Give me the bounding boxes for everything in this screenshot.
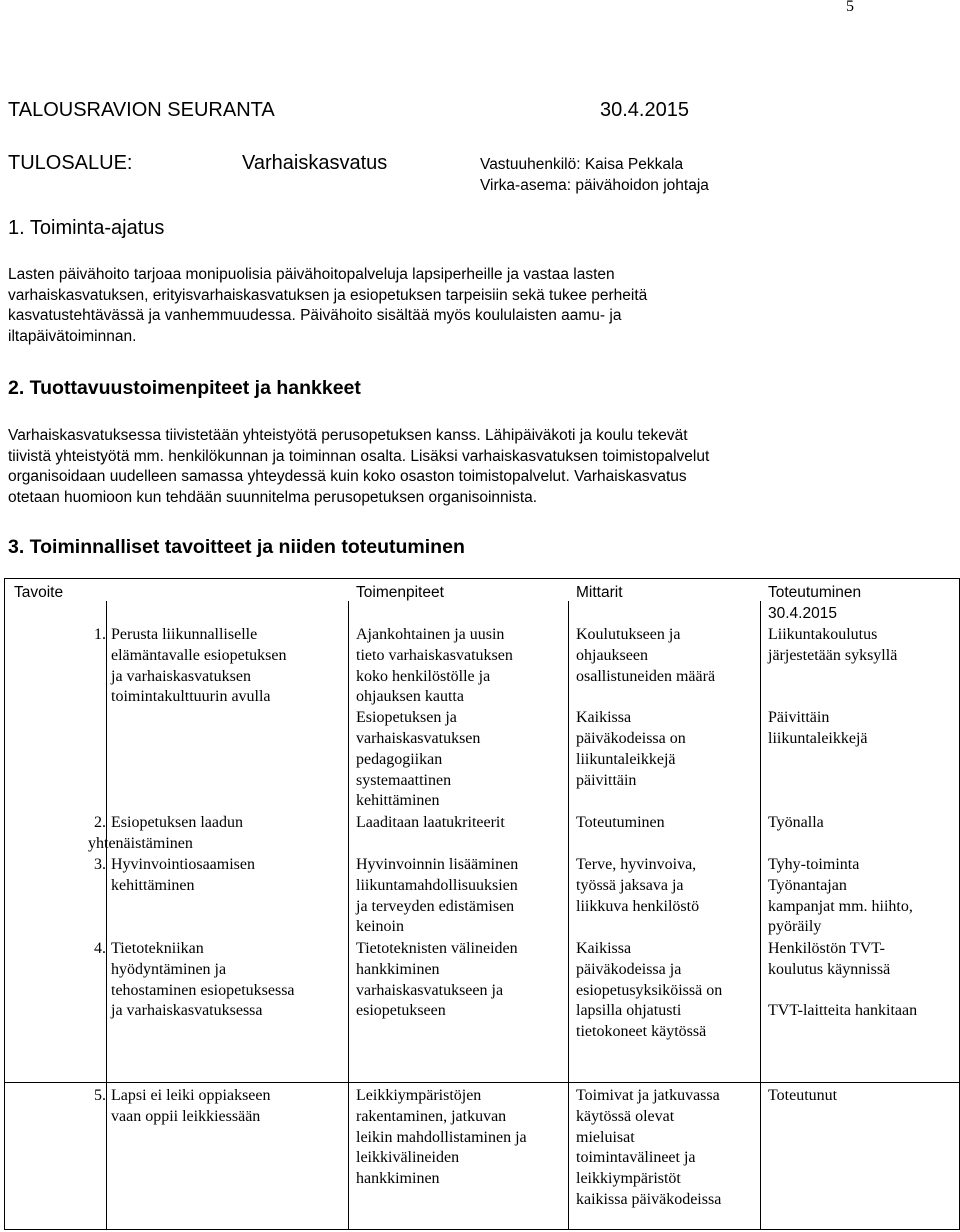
section2-paragraph [8, 426, 948, 508]
cell-line: rakentaminen, jatkuvan [356, 1107, 507, 1125]
goal-cell [111, 813, 243, 834]
cell-line: esiopetukseen [356, 1002, 446, 1020]
cell-line: ohjaukseen [576, 646, 648, 664]
actions-cell [356, 855, 518, 938]
cell-line: pedagogiikan [356, 750, 443, 768]
paragraph-line: tiivistä yhteistyötä mm. henkilökunnan ja toiminnan osalta. Lisäksi varhaiskasvatuksen toimistopalvelut [8, 447, 710, 465]
goal-cell [111, 855, 255, 897]
cell-line [576, 687, 715, 708]
column-divider [760, 1082, 761, 1229]
table-border-top [4, 578, 959, 579]
header-actions: Toimenpiteet [356, 584, 444, 601]
row-number: 5. [94, 1087, 106, 1104]
metrics-cell [576, 1086, 721, 1211]
cell-line: leikkivälineiden [356, 1149, 460, 1167]
cell-line: systemaattinen [356, 771, 452, 789]
unit-value: Varhaiskasvatus [242, 152, 388, 174]
cell-line: Ajankohtainen ja uusin [356, 626, 505, 643]
cell-line: järjestetään syksyllä [768, 646, 898, 664]
metrics-cell [576, 625, 715, 791]
cell-line: Työnalla [768, 814, 824, 831]
cell-line: käytössä olevat [576, 1107, 675, 1125]
column-divider [348, 1082, 349, 1229]
cell-line: lapsilla ohjatusti [576, 1002, 682, 1020]
cell-line: Tyhy-toiminta [768, 856, 860, 873]
goal-cell [111, 939, 295, 1022]
cell-line: Hyvinvointiosaamisen [111, 856, 255, 873]
cell-line: varhaiskasvatukseen ja [356, 981, 504, 999]
cell-line: Henkilöstön TVT- [768, 940, 885, 957]
cell-line: Kaikissa [576, 709, 632, 727]
goal-cell-wrap [88, 834, 193, 855]
cell-line: leikin mahdollistaminen ja [356, 1128, 527, 1146]
cell-line: ja terveyden edistämisen [356, 897, 515, 915]
table-border-bottom [4, 1229, 959, 1230]
cell-line: keinoin [356, 918, 404, 936]
cell-line: tehostaminen esiopetuksessa [111, 981, 295, 999]
status-cell [768, 813, 824, 834]
actions-cell [356, 939, 518, 1022]
cell-line [768, 667, 897, 688]
cell-line: esiopetusyksiköissä on [576, 981, 723, 999]
cell-line: Lapsi ei leiki oppiakseen [111, 1087, 271, 1104]
row-number: 1. [94, 626, 106, 643]
cell-line: Toteutunut [768, 1087, 838, 1104]
cell-line: mieluisat [576, 1128, 635, 1146]
cell-line: päiväkodeissa ja [576, 960, 682, 978]
paragraph-line: Varhaiskasvatuksessa tiivistetään yhteistyötä perusopetuksen kanss. Lähipäiväkoti ja koulu tekevät [8, 427, 688, 444]
cell-line: ja varhaiskasvatuksessa [111, 1002, 263, 1020]
header-metrics: Mittarit [576, 584, 623, 601]
cell-line: Terve, hyvinvoiva, [576, 856, 697, 873]
row-number: 4. [94, 940, 106, 957]
header-status-date: 30.4.2015 [768, 605, 837, 622]
cell-line: Esiopetuksen ja [356, 709, 457, 727]
metrics-cell [576, 855, 699, 917]
cell-line: Päivittäin [768, 709, 830, 727]
cell-line: tietokoneet käytössä [576, 1023, 707, 1041]
column-divider [348, 601, 349, 1082]
cell-line: hyödyntäminen ja [111, 960, 227, 978]
header-status: Toteutuminen [768, 584, 862, 601]
cell-line: Työnantajan [768, 876, 847, 894]
cell-line: toimintakulttuurin avulla [111, 688, 271, 706]
section2-heading: 2. Tuottavuustoimenpiteet ja hankkeet [8, 377, 361, 399]
column-divider [760, 601, 761, 1082]
actions-cell [356, 625, 513, 812]
column-divider [568, 1082, 569, 1229]
document-title: TALOUSRAVION SEURANTA [8, 99, 275, 121]
paragraph-line: organisoidaan uudelleen samassa yhteydessä kuin koko osaston toimistopalvelut. Varhaiskasvatus [8, 468, 687, 486]
cell-line: Toteutuminen [576, 814, 665, 831]
cell-line: Hyvinvoinnin lisääminen [356, 856, 519, 873]
status-cell [768, 939, 917, 1022]
section1-heading: 1. Toiminta-ajatus [8, 217, 165, 239]
cell-line: Tietotekniikan [111, 940, 204, 957]
cell-line: Esiopetuksen laadun [111, 814, 243, 831]
cell-line: hankkiminen [356, 960, 440, 978]
row-number: 3. [94, 856, 106, 873]
cell-line: liikuntaleikkejä [576, 750, 676, 768]
cell-line: kaikissa päiväkodeissa [576, 1190, 722, 1208]
cell-line: elämäntavalle esiopetuksen [111, 646, 287, 664]
column-divider [568, 601, 569, 1082]
cell-line: pyöräily [768, 918, 822, 936]
cell-line [768, 687, 897, 708]
row-number: 2. [94, 814, 106, 831]
contact-position: Virka-asema: päivähoidon johtaja [480, 177, 709, 194]
cell-line: Kaikissa [576, 940, 632, 957]
status-cell [768, 625, 897, 750]
paragraph-line: Lasten päivähoito tarjoaa monipuolisia päivähoitopalveluja lapsiperheille ja vastaa lasten [8, 266, 615, 283]
cell-line: varhaiskasvatuksen [356, 729, 481, 747]
paragraph-line: iltapäivätoiminnan. [8, 327, 137, 345]
section1-paragraph [8, 265, 948, 347]
column-divider [106, 1082, 107, 1229]
metrics-cell [576, 813, 665, 834]
page-number: 5 [846, 0, 854, 15]
cell-line: päivittäin [576, 771, 637, 789]
cell-line: TVT-laitteita hankitaan [768, 1002, 918, 1020]
status-cell [768, 1086, 837, 1107]
cell-line: Koulutukseen ja [576, 626, 681, 643]
table-border-left [4, 578, 5, 1230]
cell-line: tieto varhaiskasvatuksen [356, 646, 513, 664]
section3-heading: 3. Toiminnalliset tavoitteet ja niiden toteutuminen [8, 536, 465, 558]
cell-line: kehittäminen [356, 792, 440, 810]
cell-line: Leikkiympäristöjen [356, 1087, 482, 1104]
header-goal: Tavoite [14, 584, 64, 601]
cell-line: Toimivat ja jatkuvassa [576, 1087, 720, 1104]
metrics-cell [576, 939, 722, 1043]
cell-line: liikkuva henkilöstö [576, 897, 700, 915]
cell-line: toimintavälineet ja [576, 1149, 696, 1167]
cell-line: ohjauksen kautta [356, 688, 464, 706]
cell-line: liikuntaleikkejä [768, 729, 868, 747]
goal-cell [111, 1086, 271, 1128]
goal-cell [111, 625, 286, 708]
paragraph-line: kasvatustehtävässä ja vanhemmuudessa. Päivähoito sisältää myös koululaisten aamu- ja [8, 307, 622, 325]
actions-cell [356, 813, 505, 834]
contact-person: Vastuuhenkilö: Kaisa Pekkala [480, 156, 684, 173]
cell-line: leikkiympäristöt [576, 1170, 681, 1188]
unit-label: TULOSALUE: [8, 152, 133, 174]
cell-line: yhtenäistäminen [88, 835, 193, 852]
cell-line: liikuntamahdollisuuksien [356, 876, 518, 894]
cell-line: koko henkilöstölle ja [356, 667, 491, 685]
cell-line: Perusta liikunnalliselle [111, 626, 258, 643]
cell-line: osallistuneiden määrä [576, 667, 716, 685]
document-date: 30.4.2015 [600, 99, 689, 121]
cell-line: päiväkodeissa on [576, 729, 686, 747]
actions-cell [356, 1086, 527, 1190]
cell-line [768, 981, 917, 1002]
cell-line: hankkiminen [356, 1170, 440, 1188]
paragraph-line: varhaiskasvatuksen, erityisvarhaiskasvatuksen ja esiopetuksen tarpeisiin sekä tukee perheitä [8, 286, 648, 304]
cell-line: vaan oppii leikkiessään [111, 1107, 261, 1125]
cell-line: Laaditaan laatukriteerit [356, 814, 505, 831]
cell-line: Tietoteknisten välineiden [356, 940, 518, 957]
cell-line: kehittäminen [111, 876, 195, 894]
cell-line: koulutus käynnissä [768, 960, 891, 978]
cell-line: Liikuntakoulutus [768, 626, 878, 643]
paragraph-line: otetaan huomioon kun tehdään suunnitelma perusopetuksen organisoinnista. [8, 488, 538, 506]
cell-line: työssä jaksava ja [576, 876, 684, 894]
table-row-divider [4, 1082, 959, 1083]
cell-line: kampanjat mm. hiihto, [768, 897, 913, 915]
status-cell [768, 855, 913, 938]
cell-line: ja varhaiskasvatuksen [111, 667, 251, 685]
